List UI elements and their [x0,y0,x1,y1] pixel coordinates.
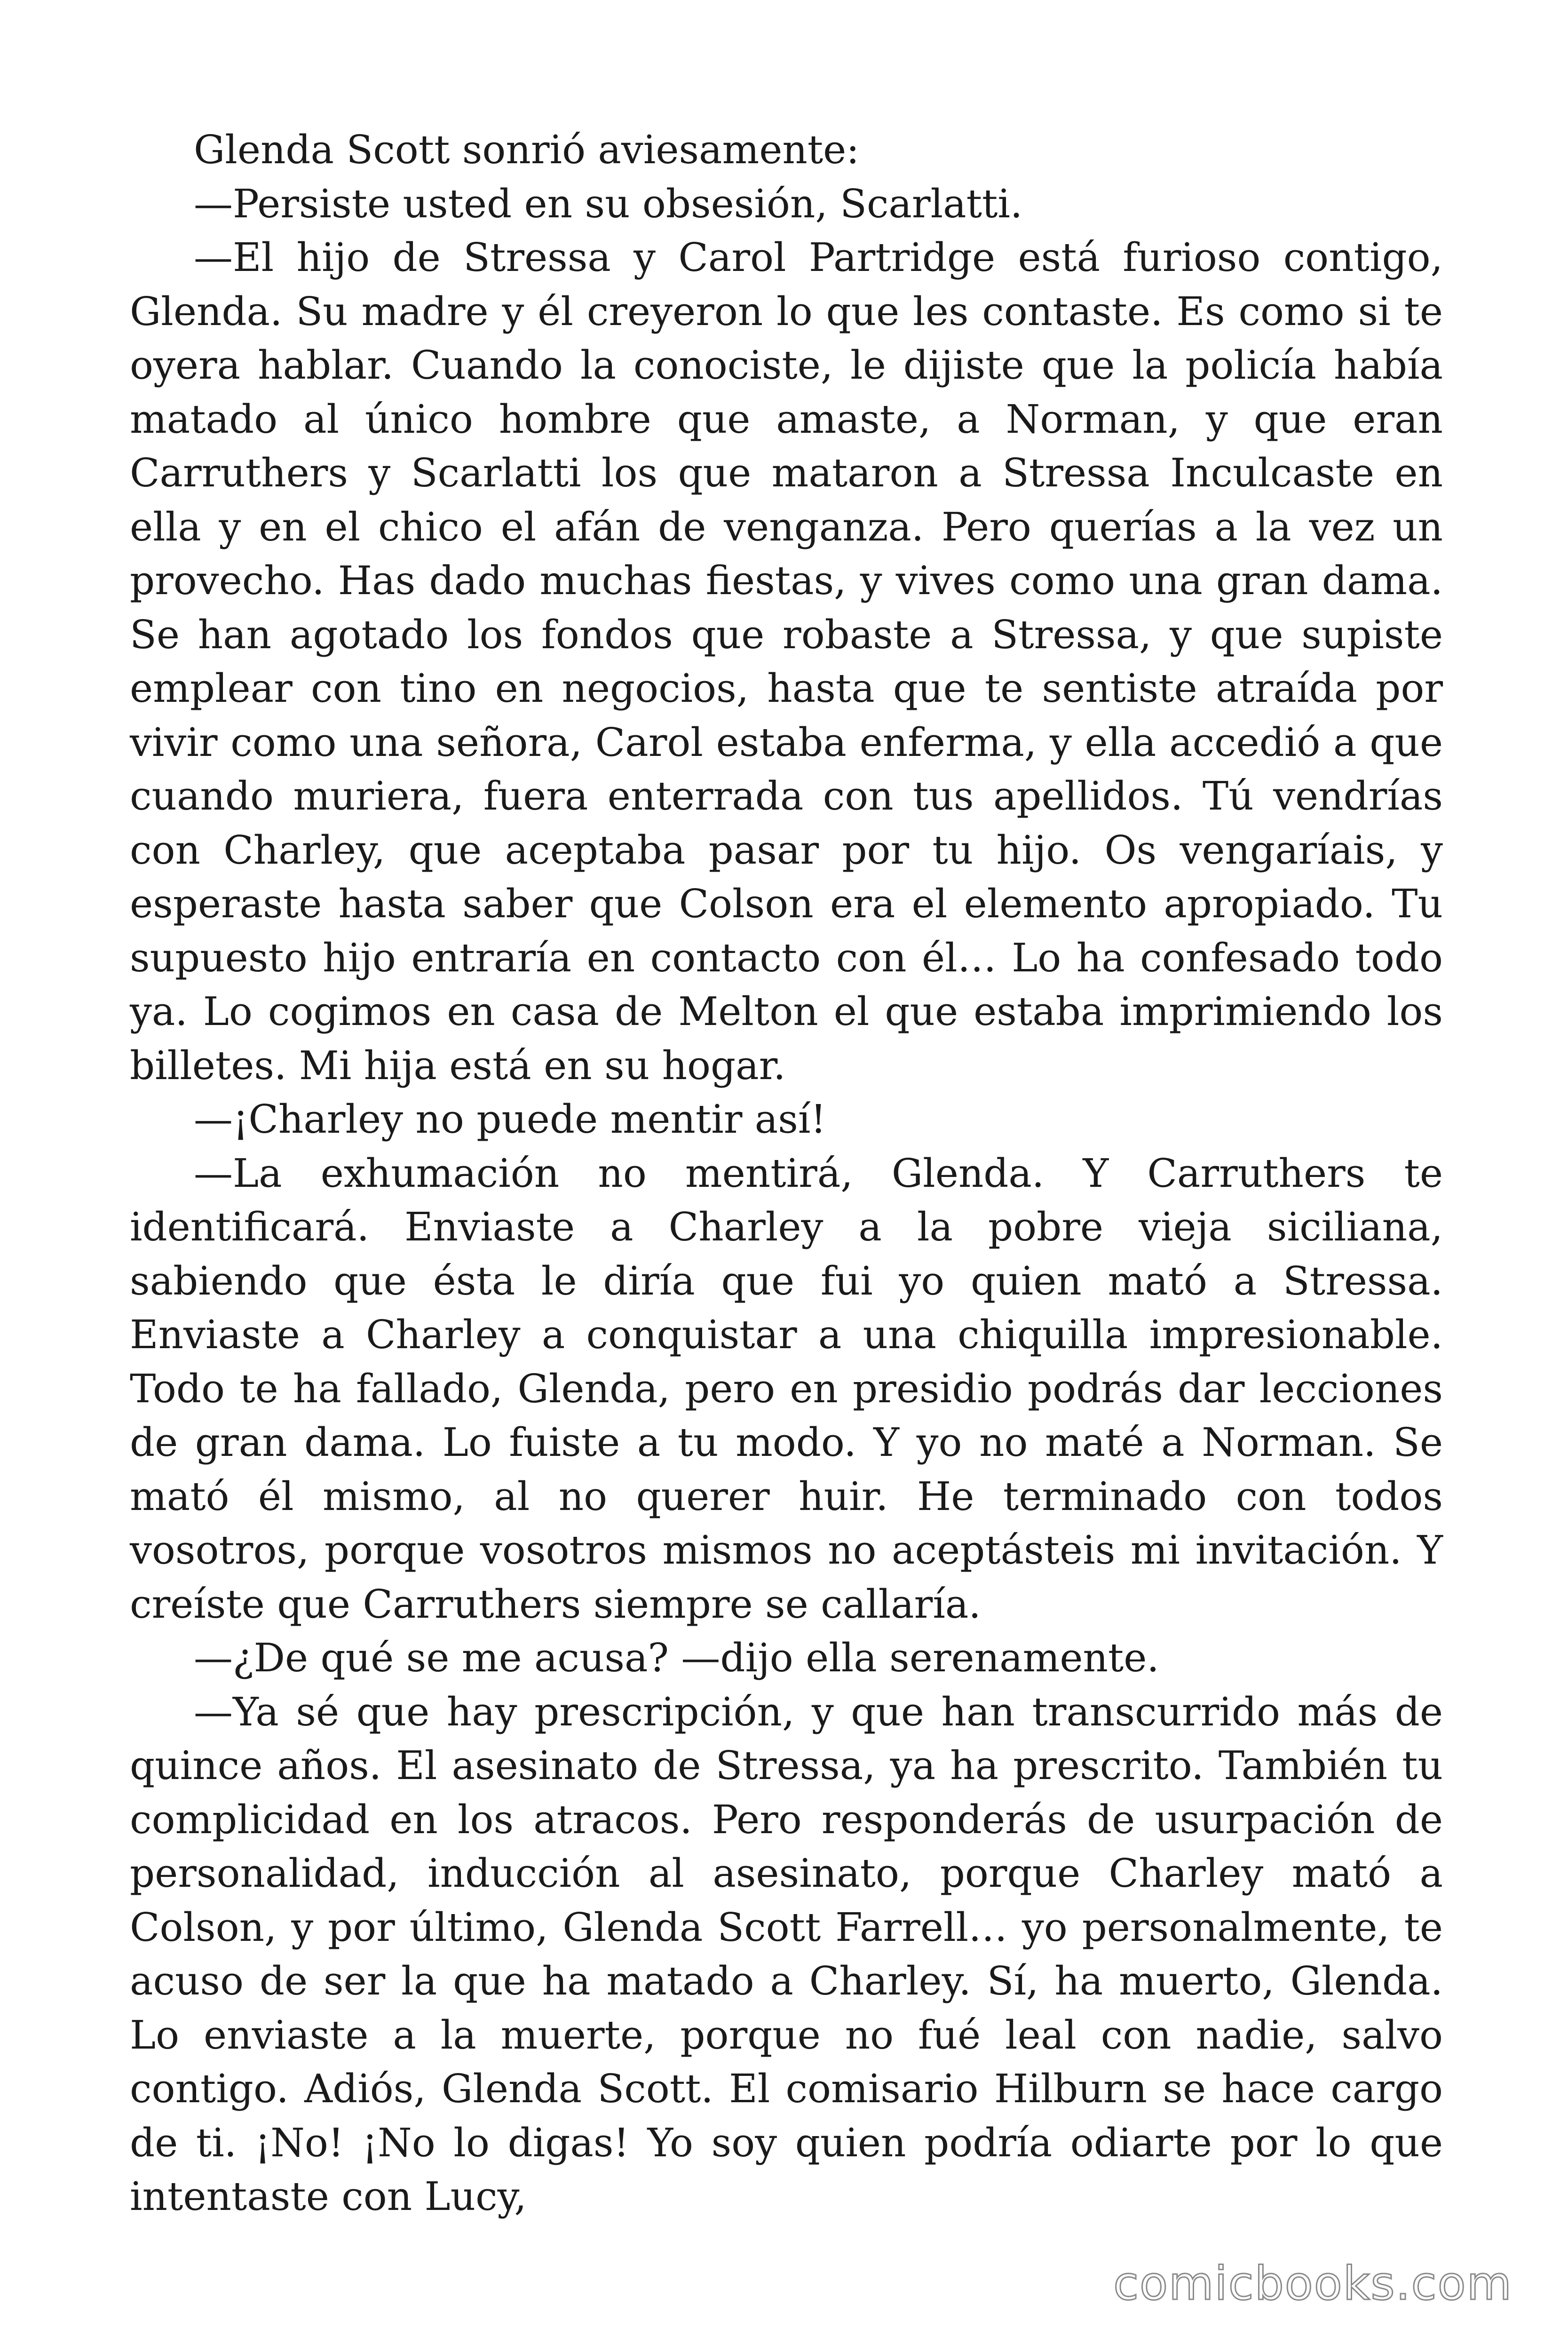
paragraph: —Ya sé que hay prescripción, y que han transcurrido más de quince años. El asesinato de Stressa, ya ha prescrito. También tu complicidad en los atracos. Pero responderás de usurpación de personalidad, inducción al asesinato, porque Charley mató a Colson, y por último, Glenda Scott Farrell… yo personalmente, te acuso de ser la que ha matado a Charley. Sí, ha muerto, Glenda. Lo enviaste a la muerte, porque no fué leal con nadie, salvo contigo. Adiós, Glenda Scott. El comisario Hilburn se hace cargo de ti. ¡No! ¡No lo digas! Yo soy quien podría odiarte por lo que intentaste con Lucy, [130,1689,1443,2219]
paragraph: —Persiste usted en su obsesión, Scarlatti. [194,181,1023,227]
paragraph: —¿De qué se me acusa? —dijo ella serenamente. [194,1635,1159,1681]
paragraph: —¡Charley no puede mentir así! [194,1097,826,1142]
watermark: comicbooks.com [1113,2257,1513,2311]
paragraph: —La exhumación no mentirá, Glenda. Y Carruthers te identificará. Enviaste a Charley a la pobre vieja siciliana, sabiendo que ésta le diría que fui yo quien mató a Stressa. Enviaste a Charley a conquistar a una chiquilla impresionable. Todo te ha fallado, Glenda, pero en presidio podrás dar lecciones de gran dama. Lo fuiste a tu modo. Y yo no maté a Norman. Se mató él mismo, al no querer huir. He terminado con todos vosotros, porque vosotros mismos no aceptásteis mi invitación. Y creíste que Carruthers siempre se callaría. [130,1150,1443,1627]
paragraph: —El hijo de Stressa y Carol Partridge está furioso contigo, Glenda. Su madre y él creyeron lo que les contaste. Es como si te oyera hablar. Cuando la conociste, le dijiste que la policía había matado al único hombre que amaste, a Norman, y que eran Carruthers y Scarlatti los que mataron a Stressa Inculcaste en ella y en el chico el afán de venganza. Pero querías a la vez un provecho. Has dado muchas fiestas, y vives como una gran dama. Se han agotado los fondos que robaste a Stressa, y que supiste emplear con tino en negocios, hasta que te sentiste atraída por vivir como una señora, Carol estaba enferma, y ella accedió a que cuando muriera, fuera enterrada con tus apellidos. Tú vendrías con Charley, que aceptaba pasar por tu hijo. Os vengaríais, y esperaste hasta saber que Colson era el elemento apropiado. Tu supuesto hijo entraría en contacto con él… Lo ha confesado todo ya. Lo cogimos en casa de Melton el que estaba imprimiendo los billetes. Mi hija está en su hogar. [130,235,1443,1089]
paragraph: Glenda Scott sonrió aviesamente: [194,127,860,173]
page-body [130,123,1443,2224]
